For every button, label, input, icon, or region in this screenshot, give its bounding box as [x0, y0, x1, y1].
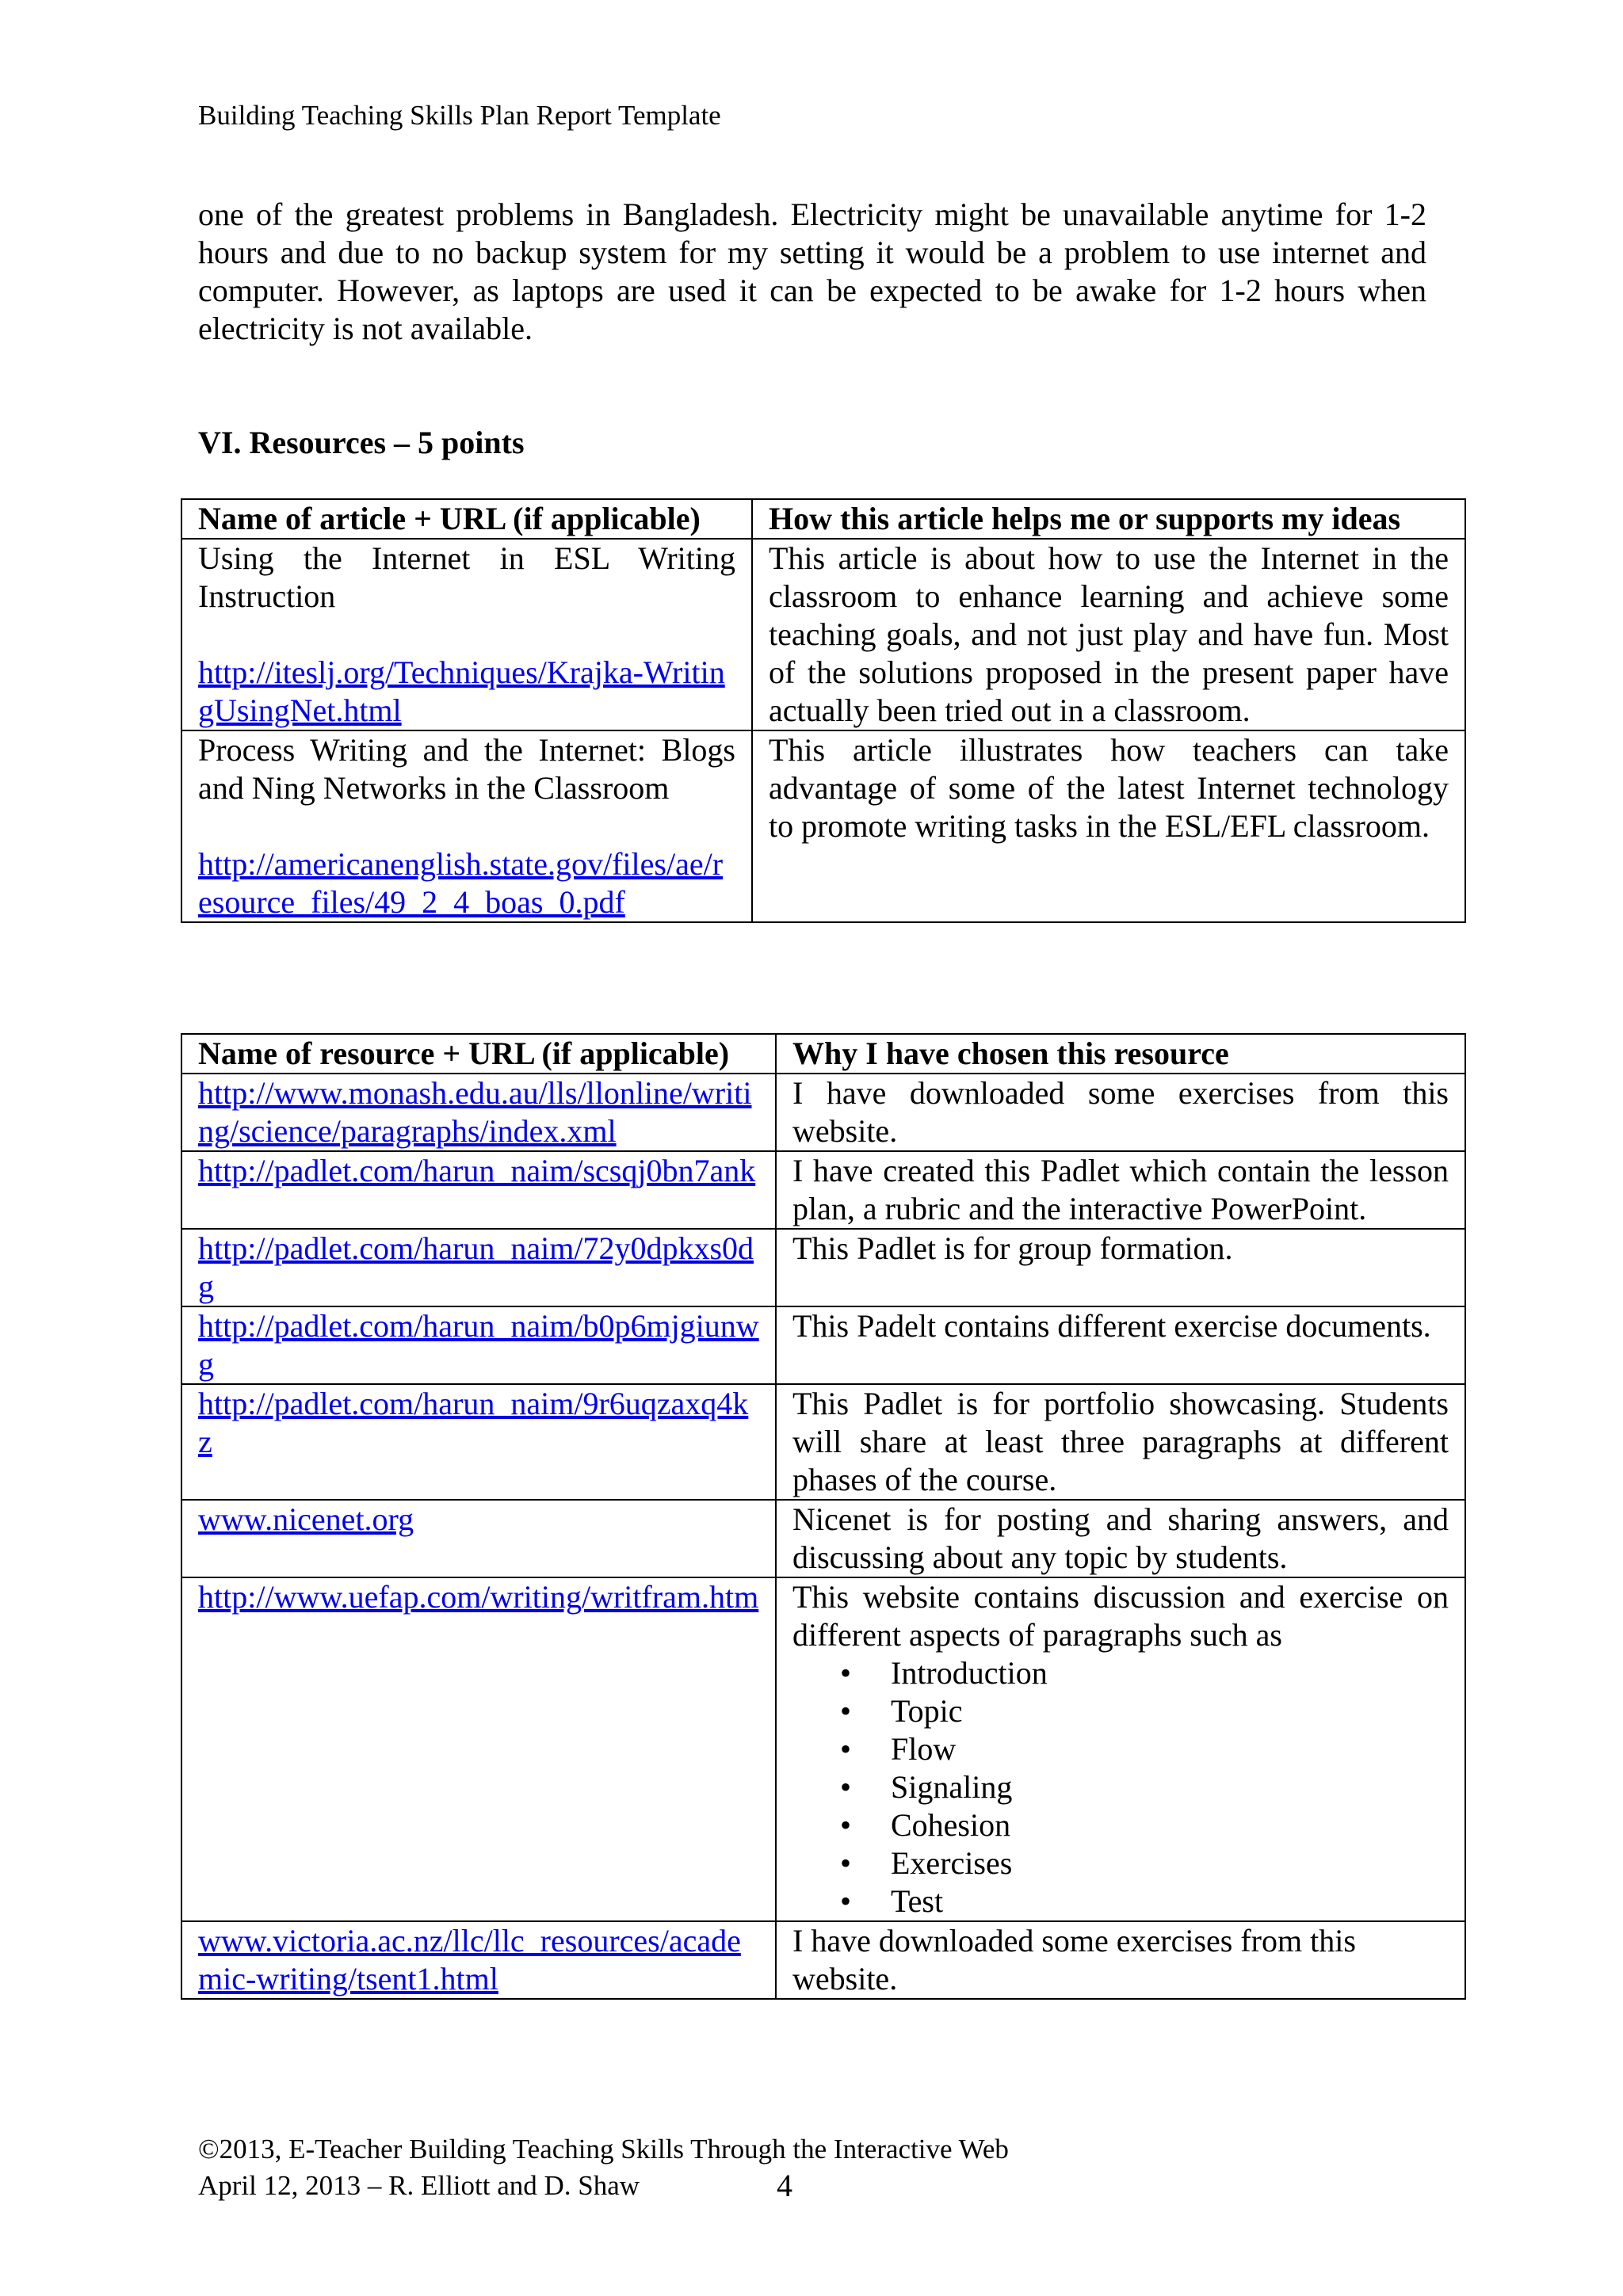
- resource-note: I have created this Padlet which contain the lesson plan, a rubric and the interactive PowerPoint.: [776, 1151, 1465, 1229]
- article-note: This article is about how to use the Internet in the classroom to enhance learning and achieve some teaching goals, and not just play and have fun. Most of the solutions proposed in the present paper have actually been tried out in a classroom.: [752, 539, 1465, 730]
- article-title: Using the Internet in ESL Writing Instruction: [198, 540, 735, 614]
- resource-note: I have downloaded some exercises from this website.: [776, 1921, 1465, 1999]
- resource-note: This Padelt contains different exercise documents.: [776, 1306, 1465, 1384]
- footer-date-authors: April 12, 2013 – R. Elliott and D. Shaw: [198, 2170, 640, 2201]
- resource-link[interactable]: http://padlet.com/harun_naim/9r6uqzaxq4kz: [198, 1386, 749, 1459]
- topic-bullet-list: [792, 1654, 1449, 1920]
- resource-link[interactable]: http://padlet.com/harun_naim/72y0dpkxs0dg: [198, 1230, 754, 1304]
- resource-note: This website contains discussion and exercise on different aspects of paragraphs such as: [792, 1579, 1449, 1653]
- resource-link[interactable]: www.victoria.ac.nz/llc/llc_resources/academic-writing/tsent1.html: [198, 1923, 741, 1997]
- article-note: This article illustrates how teachers can take advantage of some of the latest Internet technology to promote writing tasks in the ESL/EFL classroom.: [752, 730, 1465, 922]
- resource-url-cell: [181, 1500, 776, 1577]
- table-row: [181, 1384, 1465, 1500]
- list-item: • Exercises: [891, 1844, 1449, 1882]
- resource-url-cell: [181, 1074, 776, 1151]
- list-item: • Cohesion: [891, 1806, 1449, 1844]
- table-row: [181, 1074, 1465, 1151]
- resource-note: I have downloaded some exercises from this website.: [776, 1074, 1465, 1151]
- list-item: • Test: [891, 1882, 1449, 1920]
- list-item: • Topic: [891, 1692, 1449, 1730]
- resources-header-name: Name of resource + URL (if applicable): [181, 1034, 776, 1074]
- resource-link[interactable]: http://www.monash.edu.au/lls/llonline/writing/science/paragraphs/index.xml: [198, 1075, 752, 1149]
- footer-copyright: ©2013, E-Teacher Building Teaching Skills Through the Interactive Web: [198, 2134, 1009, 2164]
- article-title: Process Writing and the Internet: Blogs and Ning Networks in the Classroom: [198, 732, 735, 806]
- articles-header-name: Name of article + URL (if applicable): [181, 499, 752, 539]
- intro-paragraph: [198, 196, 1426, 348]
- article-link[interactable]: http://americanenglish.state.gov/files/ae/resource_files/49_2_4_boas_0.pdf: [198, 846, 724, 920]
- article-name-cell: [181, 730, 752, 922]
- table-row: [181, 1151, 1465, 1229]
- articles-table: [181, 498, 1466, 923]
- resource-note: Nicenet is for posting and sharing answers, and discussing about any topic by students.: [776, 1500, 1465, 1577]
- page-footer: [198, 2131, 1009, 2204]
- list-item: • Introduction: [891, 1654, 1449, 1692]
- resource-link[interactable]: http://padlet.com/harun_naim/b0p6mjgiunwg: [198, 1308, 759, 1382]
- intro-text: one of the greatest problems in Bangladesh. Electricity might be unavailable anytime for 1-2 hours and due to no backup system for my setting it would be a problem to use internet and computer. However, as laptops are used it can be expected to be awake for 1-2 hours when electricity is not available.: [198, 196, 1426, 346]
- article-name-cell: [181, 539, 752, 730]
- resources-header-why: Why I have chosen this resource: [776, 1034, 1465, 1074]
- table-row: [181, 1577, 1465, 1921]
- page-number: 4: [777, 2168, 792, 2203]
- articles-header-help: How this article helps me or supports my ideas: [752, 499, 1465, 539]
- page-header: Building Teaching Skills Plan Report Template: [198, 100, 721, 131]
- resource-url-cell: [181, 1921, 776, 1999]
- resource-url-cell: [181, 1306, 776, 1384]
- resource-url-cell: [181, 1384, 776, 1500]
- section-title: VI. Resources – 5 points: [198, 425, 525, 460]
- resource-link[interactable]: http://www.uefap.com/writing/writfram.htm: [198, 1579, 759, 1615]
- article-link[interactable]: http://iteslj.org/Techniques/Krajka-WritingUsingNet.html: [198, 654, 725, 728]
- table-row: [181, 539, 1465, 730]
- table-row: [181, 1500, 1465, 1577]
- table-row: [181, 1306, 1465, 1384]
- resource-url-cell: [181, 1151, 776, 1229]
- resource-note: This Padlet is for portfolio showcasing. Students will share at least three paragraphs at different phases of the course.: [776, 1384, 1465, 1500]
- resource-note: This Padlet is for group formation.: [776, 1229, 1465, 1306]
- list-item: • Flow: [891, 1730, 1449, 1768]
- table-row: [181, 1921, 1465, 1999]
- resources-table: [181, 1033, 1466, 2000]
- table-row: [181, 730, 1465, 922]
- articles-table-header: [181, 499, 1465, 539]
- resource-url-cell: [181, 1229, 776, 1306]
- resource-link[interactable]: http://padlet.com/harun_naim/scsqj0bn7ank: [198, 1153, 756, 1188]
- list-item: • Signaling: [891, 1768, 1449, 1806]
- resource-link[interactable]: www.nicenet.org: [198, 1501, 414, 1537]
- resources-table-header: [181, 1034, 1465, 1074]
- resource-url-cell: [181, 1577, 776, 1921]
- resource-note-cell: [776, 1577, 1465, 1921]
- table-row: [181, 1229, 1465, 1306]
